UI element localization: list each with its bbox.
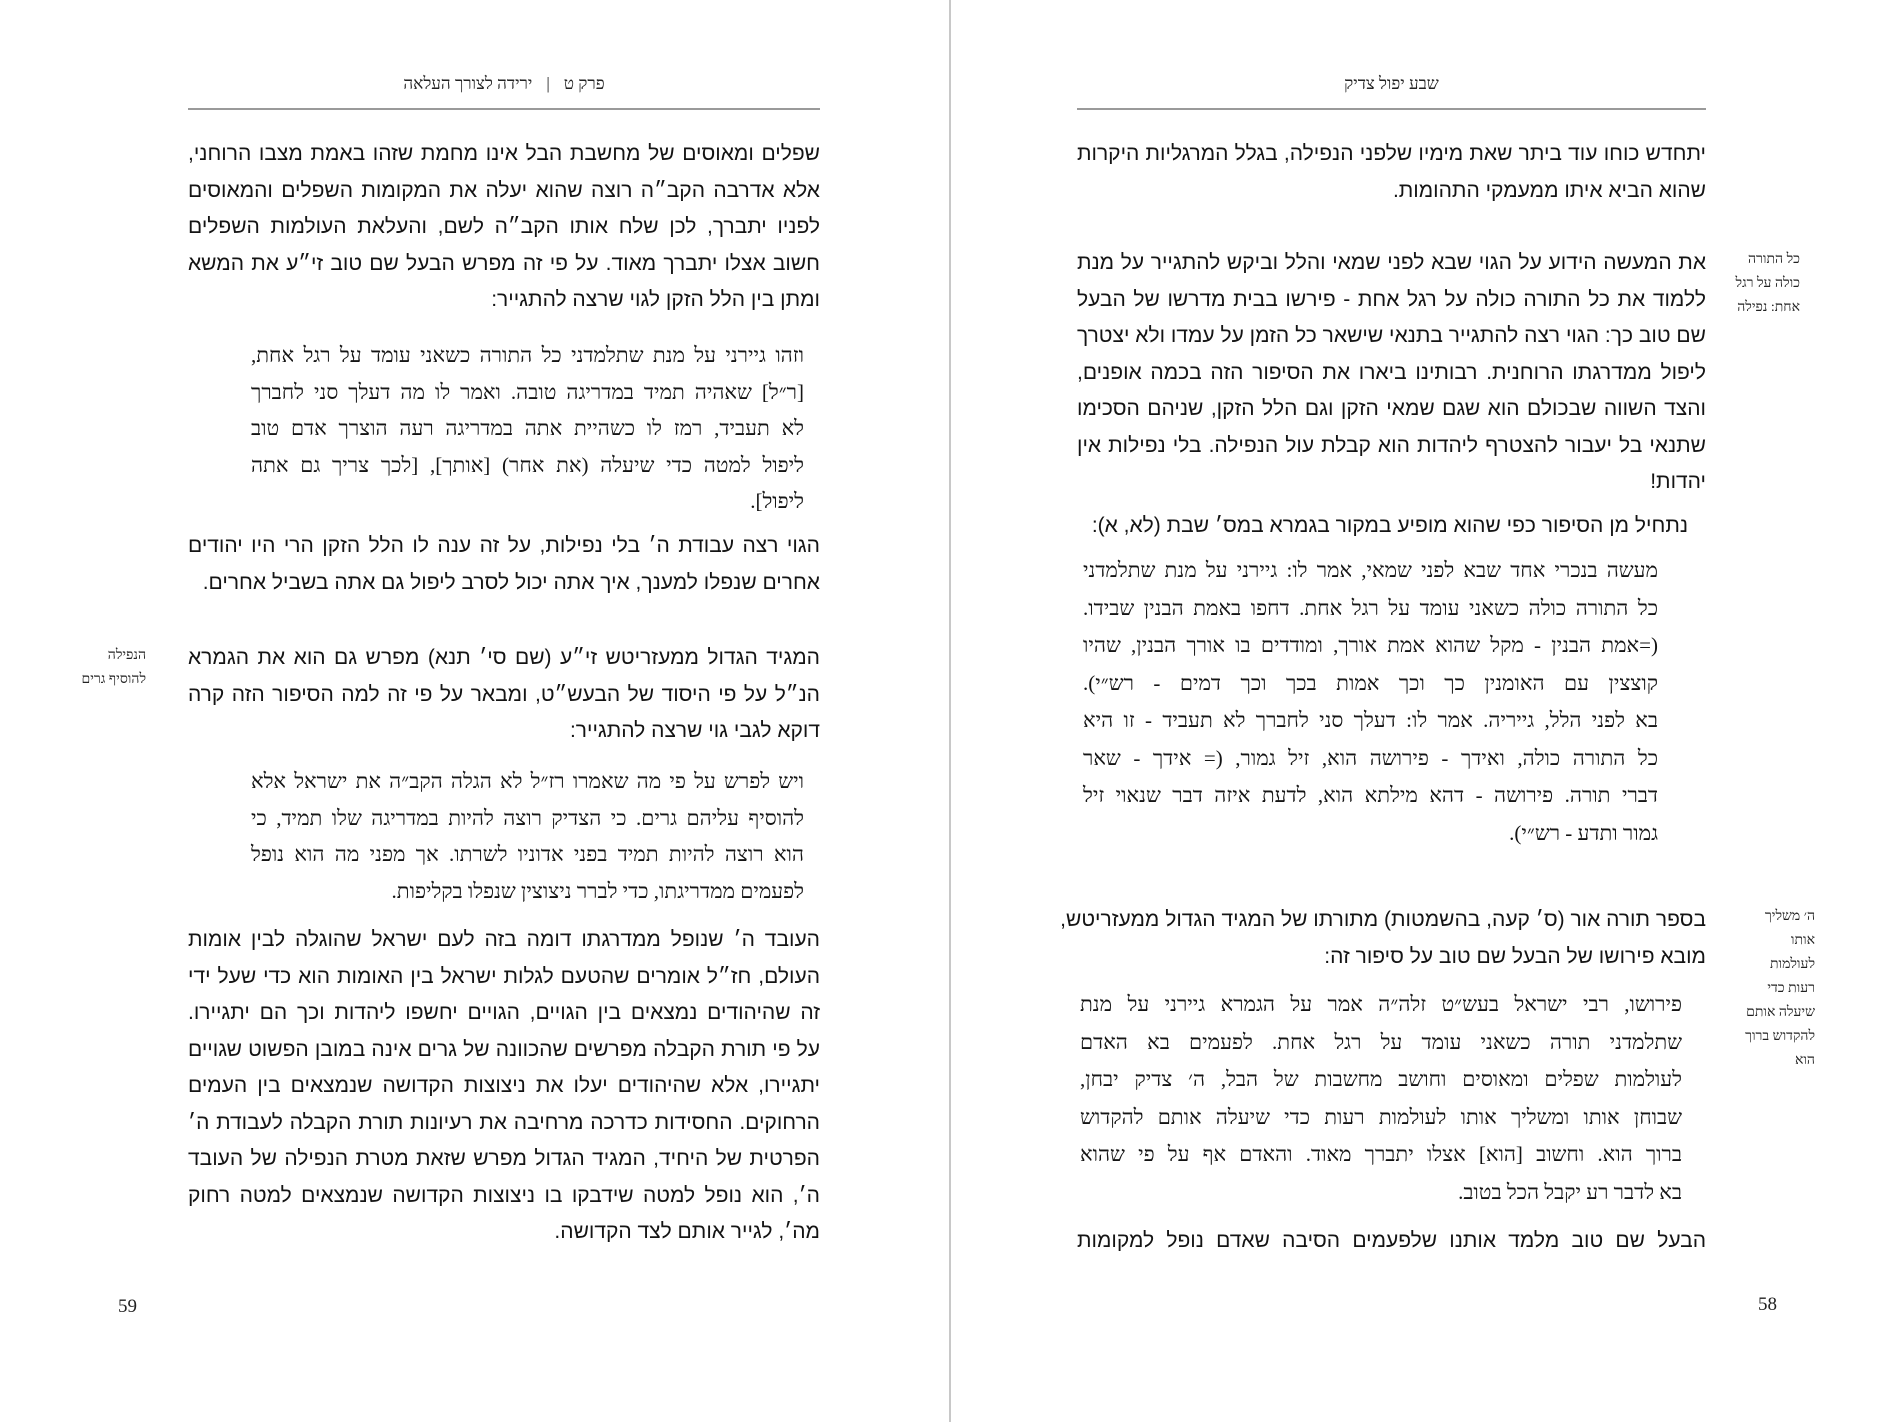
text-line: ברוך הוא. וחשוב [הוא] אצלו יתברך מאוד. והאדם אף על פי שהוא <box>1080 1142 1682 1166</box>
text-line: הגוי רצה עבודת ה׳ בלי נפילות, על זה ענה לו הלל הזקן הרי היו יהודים <box>188 534 820 557</box>
text-line: כל התורה כולה כשאני עומד על רגל אחת. דחפו באמת הבנין שבידו. <box>1083 595 1658 620</box>
paragraph <box>1077 245 1706 501</box>
book-title: שבע יפול צדיק <box>1344 74 1439 93</box>
quote-block <box>251 763 804 909</box>
margin-note-line: הוא <box>1794 1053 1815 1068</box>
text-line: בא לדבר רע יקבל הכל בטוב. <box>1458 1179 1682 1204</box>
text-line: והצד השווה שבכולם הוא שגם שמאי הזקן וגם הלל הזקן, שניהם הסכימו <box>1077 397 1706 420</box>
quote-block <box>1083 552 1658 852</box>
margin-note-line: אחת: נפילה <box>1737 300 1800 315</box>
margin-note-line: ה׳ משליך <box>1764 909 1815 924</box>
text-line: מובא פירושו של הבעל שם טוב על סיפור זה: <box>1324 944 1706 968</box>
margin-note-line: לעולמות <box>1769 957 1815 972</box>
margin-note-line: אותו <box>1790 933 1815 948</box>
text-line: בספר תורה אור (ס׳ קעה, בהשמטות) מתורתו של המגיד הגדול ממעזריטש, <box>1060 908 1706 931</box>
text-line: פירושו, רבי ישראל בעש״ט זלה״ה אמר על הגמרא גיירני על מנת <box>1080 992 1682 1016</box>
text-line: כל התורה כולה, ואידך - פירושה הוא, זיל גמור, (= אידך - שאר <box>1083 745 1658 770</box>
text-line: שתנאי בל יעבור להצטרף ליהדות הוא קבלת עול הנפילה. בלי נפילות אין <box>1077 433 1706 457</box>
text-line: יתגיירו, אלא שהיהודים יעלו את ניצוצות הקדושה שנמצאים בין העמים <box>188 1074 820 1097</box>
margin-note-line: רעות כדי <box>1767 981 1815 996</box>
margin-note <box>80 644 146 692</box>
text-line: להוסיף עליהם גרים. כי הצדיק רוצה להיות במדריגה שלו תמיד, כי <box>251 805 804 830</box>
text-line: בא לפני הלל, גייריה. אמר לו: דעלך סני לחברך לא תעביד - זו היא <box>1083 708 1658 732</box>
margin-note-line: כל התורה <box>1748 252 1800 267</box>
text-line: העובד ה׳ שנופל ממדרגתו דומה בזה לעם ישראל שהוגלה לבין אומות <box>188 928 820 951</box>
margin-note <box>1730 248 1800 320</box>
margin-note-line: להוסיף גרים <box>81 672 146 687</box>
text-line: אלא אדרבה הקב״ה רוצה שהוא יעלה את המקומות השפלים והמאוסים <box>188 178 820 202</box>
text-line: ללמוד את כל התורה כולה על רגל אחת - פירשו בבית מדרשו של הבעל <box>1077 287 1706 311</box>
book-spine <box>949 0 951 1422</box>
text-line: לפניו יתברך, לכן שלח אותו הקב״ה לשם, והעלאת העולמות השפלים <box>188 215 820 238</box>
page-number: 58 <box>1758 1294 1777 1315</box>
margin-note-line: כולה על רגל <box>1735 276 1800 291</box>
text-line: זה שהיהודים נמצאים בין הגויים, הגויים יחשפו ליהדות וכך הם יתגיירו. <box>188 1001 820 1024</box>
text-line: הוא רוצה להיות תמיד בפני אדוניו לשרתו. אך מפני מה הוא נופל <box>251 842 804 866</box>
text-line: שפלים ומאוסים של מחשבת הבל אינו מחמת שזהו באמת מצבו הרוחני, <box>188 142 820 165</box>
paragraph <box>188 922 820 1251</box>
text-line: שהוא הביא איתו ממעמקי התהומות. <box>1392 178 1706 202</box>
text-line: שבוחן אותו ומשליך אותו לעולמות רעות כדי שיעלה אותם להקדוש <box>1080 1104 1682 1129</box>
margin-note-line: הנפילה <box>107 648 146 663</box>
quote-block <box>251 337 804 520</box>
quote-block <box>1080 986 1682 1211</box>
paragraph <box>1077 508 1688 545</box>
text-line: ה׳, הוא נופל למטה שידבקו בו ניצוצות הקדושה שנמצאים למטה רחוק <box>188 1183 820 1207</box>
left-header-rule <box>188 108 820 110</box>
text-line: לא תעביד, רמז לו כשהיית אתה במדריגה רעה הוצרך אדם טוב <box>251 416 804 440</box>
margin-note-line: שיעלה אותם <box>1746 1005 1815 1020</box>
text-line: שם טוב כך: הגוי רצה להתגייר בתנאי שישאר כל הזמן על עמדו ולא יצטרך <box>1077 324 1706 347</box>
text-line: הרחוקים. החסידות כדרכה מרחיבה את רעיונות תורת הקבלה לעבודת ה׳ <box>188 1110 820 1134</box>
text-line: ליפול למטה כדי שיעלה (את אחר) [אותך], [לכך צריך גם אתה <box>251 452 804 477</box>
text-line: וזהו גיירני על מנת שתלמדני כל התורה כשאני עומד על רגל אחת, <box>251 343 804 367</box>
text-line: לפעמים ממדריגתו, כדי לברר ניצוצין שנפלו בקליפות. <box>391 878 804 903</box>
paragraph <box>188 528 820 601</box>
text-line: (=אמת הבנין - מקל שהוא אמת אורך, ומודדים בו אורך הבנין, שהיו <box>1083 633 1658 657</box>
chapter-label: פרק ט <box>563 74 605 93</box>
left-running-header <box>188 74 820 104</box>
text-line: ומתן בין הלל הזקן לגוי שרצה להתגייר: <box>491 288 820 311</box>
text-line: מה׳, לגייר אותם לצד הקדושה. <box>554 1220 820 1243</box>
text-line: הבעל שם טוב מלמד אותנו שלפעמים הסיבה שאדם נופל למקומות <box>1077 1229 1706 1252</box>
text-line: יתחדש כוחו עוד ביתר שאת מימיו שלפני הנפילה, בגלל המרגליות היקרות <box>1077 142 1706 165</box>
text-line: הנ״ל על פי היסוד של הבעש״ט, ומבאר על פי זה למה הסיפור הזה קרה <box>188 682 820 706</box>
text-line: חשוב אצלו יתברך מאוד. על פי זה מפרש הבעל שם טוב זי״ע את המשא <box>188 251 820 275</box>
text-line: את המעשה הידוע על הגוי שבא לפני שמאי והלל וביקש להתגייר על מנת <box>1077 251 1706 274</box>
text-line: קוצצין עם האומנין כך וכך אמות בכך וכך דמים - רש״י). <box>1083 670 1658 695</box>
paragraph <box>1077 136 1706 209</box>
text-line: שתלמדני תורה כשאני עומד על רגל אחת. לפעמים בא האדם <box>1080 1029 1682 1054</box>
margin-note-line: להקדוש ברוך <box>1745 1029 1815 1044</box>
text-line: גמור ותדע - רש״י). <box>1509 820 1658 845</box>
text-line: הפרטית של היחיד, המגיד הגדול מפרש שזאת מטרת הנפילה של העובד <box>188 1147 820 1170</box>
paragraph <box>188 136 820 319</box>
text-line: לעולמות שפלים ומאוסים וחושב מחשבות של הבל, ה׳ צדיק יבחן, <box>1080 1067 1682 1091</box>
paragraph <box>188 640 820 750</box>
right-header-rule <box>1077 108 1706 110</box>
text-line: המגיד הגדול ממעזריטש זי״ע (שם סי׳ תנא) מפרש גם הוא את הגמרא <box>188 646 820 669</box>
text-line: ליפול]. <box>750 489 804 513</box>
text-line: ליפול ממדרגתו הרוחנית. רבותינו ביארו את הסיפור הזה בכמה אופנים, <box>1077 360 1706 384</box>
chapter-title: ירידה לצורך העלאה <box>403 74 533 93</box>
margin-note <box>1725 905 1815 1073</box>
header-separator: | <box>546 74 550 93</box>
text-line: דוקא לגבי גוי שרצה להתגייר: <box>569 719 820 742</box>
text-line: [ר״ל] שאהיה תמיד במדריגה טובה. ואמר לו מה דעלך סני לחברך <box>251 379 804 404</box>
text-line: יהדות! <box>1650 470 1706 493</box>
text-line: על פי תורת הקבלה מפרשים שהכוונה של גרים אינה במובן הפשוט שגויים <box>188 1037 820 1061</box>
text-line: ויש לפרש על פי מה שאמרו רז״ל לא הגלה הקב״ה את ישראל אלא <box>251 769 804 793</box>
text-line: העולם, חז״ל אומרים שהטעם לגלות ישראל בין האומות הוא כדי שעל ידי <box>188 964 820 988</box>
right-running-header <box>1077 74 1706 104</box>
text-line: מעשה בנכרי אחד שבא לפני שמאי, אמר לו: גיירני על מנת שתלמדני <box>1083 558 1658 582</box>
paragraph <box>1060 902 1706 975</box>
paragraph <box>1077 1223 1706 1260</box>
text-line: דברי תורה. פירושה - דהא מילתא הוא, לדעת איזה דבר שנאוי זיל <box>1083 783 1658 807</box>
text-line: אחרים שנפלו למענך, איך אתה יכול לסרב ליפול גם אתה בשביל אחרים. <box>202 570 820 594</box>
page-number: 59 <box>118 1296 137 1317</box>
text-line: נתחיל מן הסיפור כפי שהוא מופיע במקור בגמרא במס׳ שבת (לא, א): <box>1091 514 1688 537</box>
